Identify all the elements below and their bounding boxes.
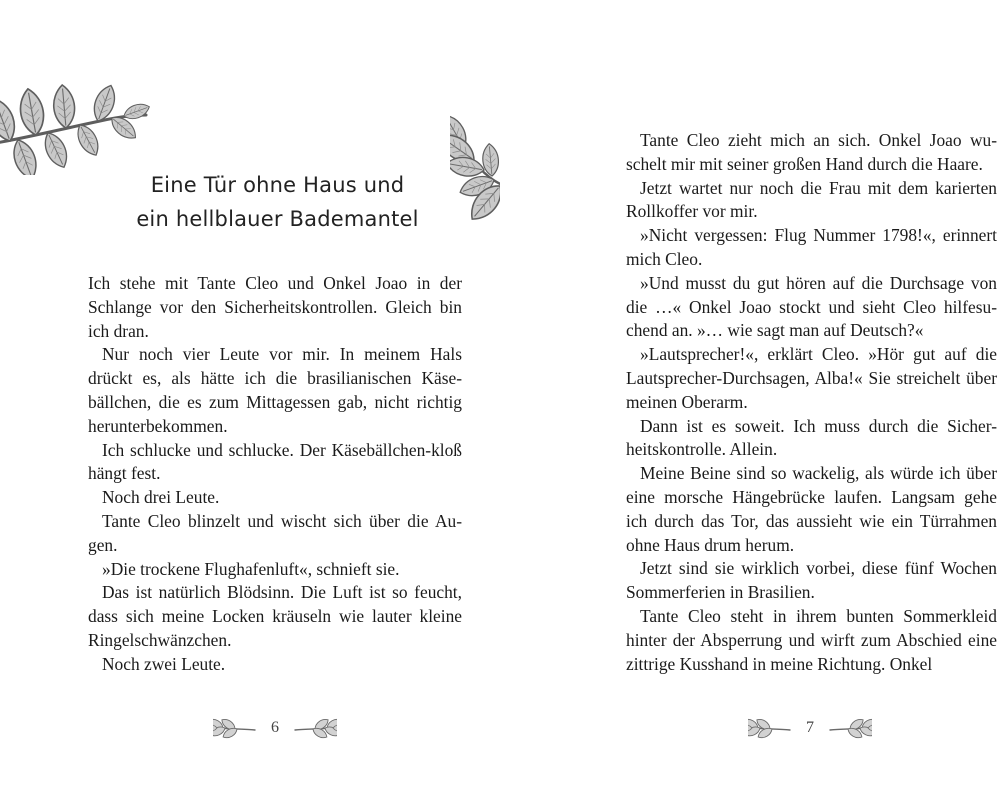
line: Tante Cleo zieht mich an sich. Onkel Joao wu- bbox=[640, 130, 997, 150]
chapter-title-line: ein hellblauer Bademantel bbox=[136, 207, 419, 231]
paragraph bbox=[88, 486, 462, 510]
line: Noch zwei Leute. bbox=[102, 653, 226, 674]
paragraph bbox=[626, 129, 997, 177]
line: »Lautsprecher!«, erklärt Cleo. »Hör gut auf die bbox=[640, 344, 997, 365]
line: bällchen, die es zum Mittagessen gab, nicht richtig bbox=[88, 391, 462, 412]
page-number: 6 bbox=[271, 719, 279, 736]
line: eine morsche Hängebrücke laufen. Langsam gehe bbox=[626, 486, 997, 507]
line: mich Cleo. bbox=[626, 248, 703, 269]
line: hinter der Absperrung und wirft zum Abschied bbox=[626, 629, 962, 650]
paragraph bbox=[88, 558, 462, 582]
line: gen. bbox=[88, 534, 118, 555]
paragraph bbox=[88, 343, 462, 438]
leaf-sprig-icon bbox=[213, 717, 257, 739]
line: heitskontrolle. Allein. bbox=[626, 439, 778, 460]
leaf-sprig-icon bbox=[293, 717, 337, 739]
paragraph bbox=[626, 605, 997, 676]
line: Lautsprecher-Durchsagen, Alba!« Sie streichelt bbox=[626, 367, 961, 388]
line: schelt mir mit seiner großen Hand durch die Haare. bbox=[626, 153, 983, 174]
leaf-sprig-icon bbox=[828, 717, 872, 739]
line: Jetzt wartet nur noch die Frau mit dem karierten bbox=[640, 177, 997, 198]
paragraph bbox=[626, 557, 997, 605]
line: die …« Onkel Joao stockt und sieht Cleo hilfesu- bbox=[626, 296, 997, 317]
paragraph bbox=[626, 177, 997, 225]
line: dass sich meine Locken kräuseln wie lauter kleine bbox=[88, 606, 462, 627]
line: ich dran. bbox=[88, 320, 149, 341]
line: Ich stehe mit Tante Cleo und Onkel Joao in der bbox=[88, 273, 462, 293]
paragraph bbox=[88, 272, 462, 343]
line: Dann ist es soweit. Ich muss durch die Sicher- bbox=[640, 415, 997, 436]
paragraph bbox=[88, 581, 462, 652]
line: »Die trockene Flughafenluft«, schnieft sie. bbox=[102, 558, 400, 579]
chapter-title-line: Eine Tür ohne Haus und bbox=[150, 173, 405, 197]
paragraph bbox=[626, 272, 997, 343]
page-number: 7 bbox=[806, 719, 814, 736]
line: Tante Cleo blinzelt und wischt sich über die Au- bbox=[102, 510, 462, 531]
paragraph bbox=[626, 415, 997, 463]
page-footer bbox=[740, 716, 880, 740]
line: Noch drei Leute. bbox=[102, 487, 220, 508]
chapter-title bbox=[85, 168, 470, 236]
line: »Und musst du gut hören auf die Durchsage von bbox=[640, 272, 997, 293]
line: kloß hängt fest. bbox=[88, 439, 462, 484]
paragraph bbox=[88, 439, 462, 487]
page-footer bbox=[205, 716, 345, 740]
line: Sommerferien in Brasilien. bbox=[626, 582, 815, 603]
leaf-branch-icon bbox=[0, 45, 150, 175]
line: Tante Cleo steht in ihrem bunten Sommerkleid bbox=[640, 605, 997, 626]
paragraph bbox=[88, 653, 462, 677]
right-page bbox=[500, 0, 1000, 800]
line: Ringelschwänzchen. bbox=[88, 629, 232, 650]
line: drückt es, als hätte ich die brasilianischen Käse- bbox=[88, 368, 462, 389]
line: Ich schlucke und schlucke. Der Käsebällchen- bbox=[102, 439, 432, 460]
paragraph bbox=[626, 462, 997, 557]
line: Nur noch vier Leute vor mir. In meinem Hals bbox=[102, 344, 462, 365]
line: »Nicht vergessen: Flug Nummer 1798!«, erinnert bbox=[640, 225, 997, 246]
paragraph bbox=[88, 510, 462, 558]
line: Schlange vor den Sicherheitskontrollen. Gleich bin bbox=[88, 296, 462, 317]
body-text-left bbox=[88, 272, 462, 677]
line: eine zittrige Kusshand in meine Richtung. Onkel bbox=[626, 629, 997, 674]
paragraph bbox=[626, 224, 997, 272]
leaf-sprig-icon bbox=[748, 717, 792, 739]
paragraph bbox=[626, 343, 997, 414]
line: Meine Beine sind so wackelig, als würde ich über bbox=[640, 463, 997, 484]
line: Rollkoffer vor mir. bbox=[626, 201, 758, 222]
line: Das ist natürlich Blödsinn. Die Luft ist so feucht, bbox=[102, 582, 462, 603]
line: über meinen Oberarm. bbox=[626, 367, 997, 412]
line: Jetzt sind sie wirklich vorbei, diese fünf Wochen bbox=[640, 558, 997, 579]
body-text-right bbox=[626, 129, 997, 676]
line: chend an. »… wie sagt man auf Deutsch?« bbox=[626, 320, 924, 341]
line: ohne Haus drum herum. bbox=[626, 534, 795, 555]
line: herunterbekommen. bbox=[88, 415, 228, 436]
line: ich durch das Tor, das aussieht wie ein Türrahmen bbox=[626, 510, 997, 531]
